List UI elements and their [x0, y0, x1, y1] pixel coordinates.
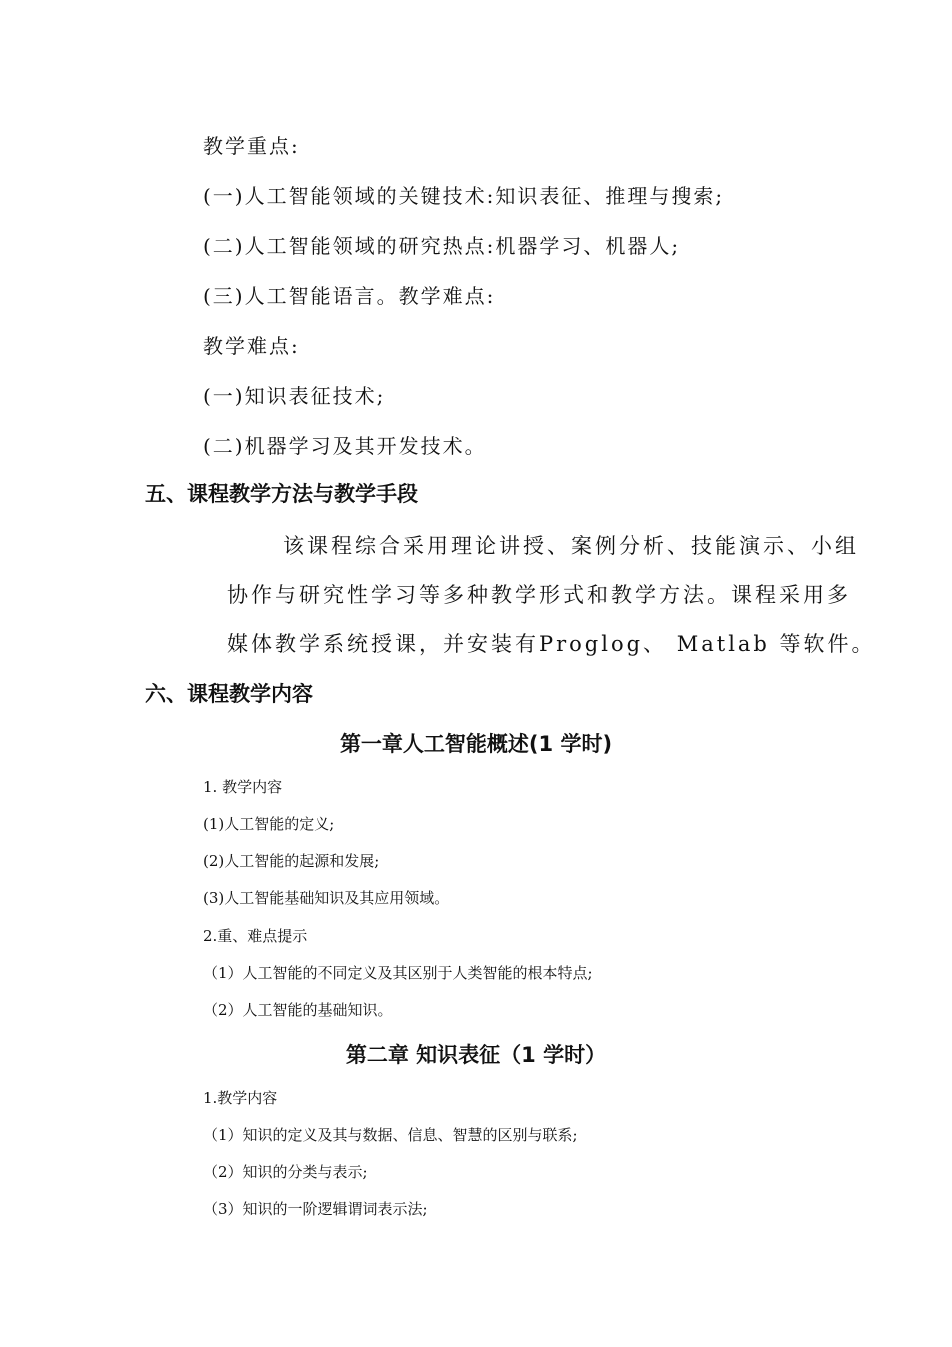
teaching-focus-item: (二)人工智能领域的研究热点:机器学习、机器人;: [203, 234, 681, 258]
list-item: （1）人工智能的不同定义及其区别于人类智能的根本特点;: [203, 964, 593, 982]
paragraph-line: 媒体教学系统授课，并安装有Proglog、 Matlab 等软件。: [227, 632, 876, 656]
paragraph-line: 该课程综合采用理论讲授、案例分析、技能演示、小组: [283, 534, 859, 558]
teaching-focus-item: (三)人工智能语言。教学难点:: [203, 284, 496, 308]
paragraph-line: 协作与研究性学习等多种教学形式和教学方法。课程采用多: [227, 583, 851, 607]
section-title: 五、课程教学方法与教学手段: [145, 482, 418, 506]
list-item: (1)人工智能的定义;: [203, 815, 335, 833]
chapter-title: 第二章 知识表征（1 学时）: [345, 1043, 607, 1067]
list-item: （3）知识的一阶逻辑谓词表示法;: [203, 1200, 428, 1218]
teaching-difficulty-item: (二)机器学习及其开发技术。: [203, 434, 487, 458]
list-item: （1）知识的定义及其与数据、信息、智慧的区别与联系;: [203, 1126, 578, 1144]
teaching-focus-item: (一)人工智能领域的关键技术:知识表征、推理与搜索;: [203, 184, 725, 208]
content-heading: 1. 教学内容: [203, 778, 283, 796]
content-heading: 1.教学内容: [203, 1089, 278, 1107]
list-item: （2）人工智能的基础知识。: [203, 1001, 393, 1019]
list-item: （2）知识的分类与表示;: [203, 1163, 368, 1181]
section-title: 六、课程教学内容: [145, 682, 313, 706]
list-item: (2)人工智能的起源和发展;: [203, 852, 380, 870]
teaching-difficulty-heading: 教学难点:: [203, 334, 300, 358]
chapter-title: 第一章人工智能概述(1 学时): [339, 732, 613, 756]
list-item: (3)人工智能基础知识及其应用领域。: [203, 889, 450, 907]
teaching-focus-heading: 教学重点:: [203, 134, 300, 158]
teaching-difficulty-item: (一)知识表征技术;: [203, 384, 386, 408]
points-heading: 2.重、难点提示: [203, 927, 308, 945]
